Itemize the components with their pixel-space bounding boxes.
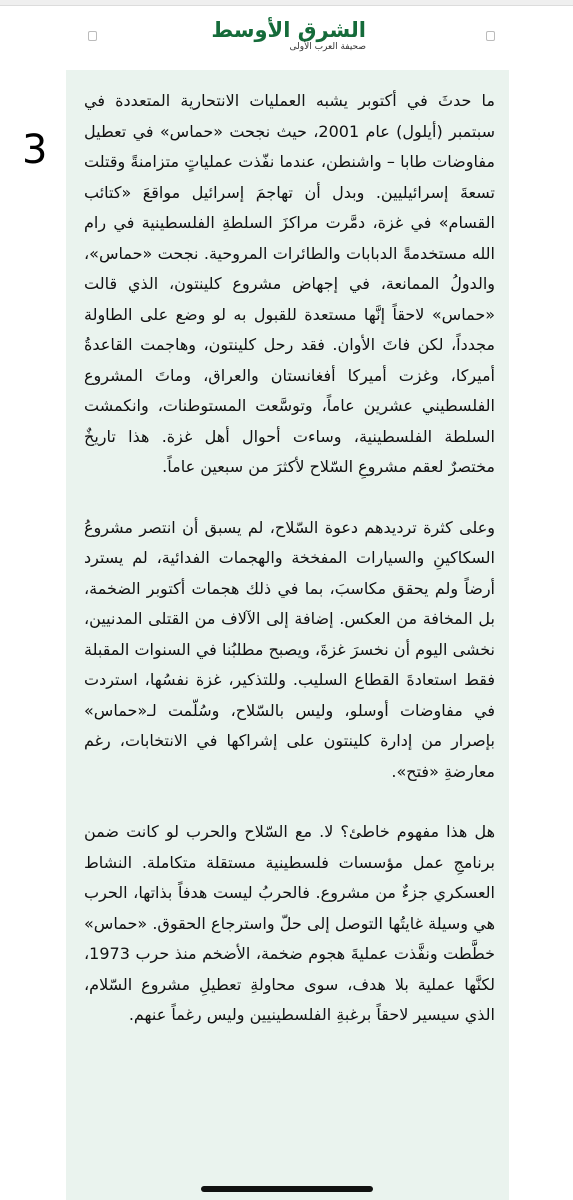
- page-number: 3: [22, 127, 48, 173]
- newspaper-logo: [200, 18, 366, 60]
- article-paragraph: ما حدثَ في أكتوبر يشبه العمليات الانتحارية المتعددة في سبتمبر (أيلول) عام 2001، حيث نجحت «حماس» في تعطيل مفاوضات طابا – واشنطن، عندما نفّذت عملياتٍ متزامنةً وقتلت تسعةَ إسرائيليين. وبدل أن تهاجمَ إسرائيل مواقعَ «كتائب القسام» في غزة، دمَّرت مراكزَ السلطةِ الفلسطينية في رام الله مستخدمةً الدبابات والطائرات المروحية. نجحت «حماس»، والدولُ الممانعة، في إجهاض مشروع كلينتون، الذي قالت «حماس» لاحقاً إنَّها مستعدة للقبول به لو وضع على الطاولة مجدداً، لكن فاتَ الأوان. فقد رحل كلينتون، وهاجمت القاعدةُ أميركا، وغزت أميركا أفغانستان والعراق، وماتَ المشروع الفلسطيني عشرين عاماً، وتوسَّعت المستوطنات، وانكمشت السلطة الفلسطينية، وساءت أحوال أهل غزة. هذا تاريخٌ مختصرٌ لعقم مشروعِ السّلاح لأكثرَ من سبعين عاماً.: [84, 91, 495, 476]
- article-paragraph: وعلى كثرة ترديدهم دعوة السّلاح، لم يسبق أن انتصر مشروعُ السكاكينِ والسيارات المفخخة والهجمات الفدائية، لم يسترد أرضاً ولم يحقق مكاسبَ، بما في ذلك هجمات أكتوبر الضخمة، بل المخافة من العكس. إضافة إلى الآلاف من القتلى المدنيين، نخشى اليوم أن نخسرَ غزةَ، ويصبح مطلبُنا في السنوات المقبلة فقط استعادةَ القطاع السليب. وللتذكير، غزة نفسُها، استردت في مفاوضات أوسلو، وليس بالسّلاح، وسُلّمت لـ«حماس» بإصرار من إدارة كلينتون على إشراكها في الانتخابات، رغم معارضةِ «فتح».: [84, 517, 495, 781]
- square-icon: [88, 31, 97, 41]
- top-edge: [0, 0, 573, 6]
- home-indicator[interactable]: [201, 1186, 373, 1192]
- article-paragraph: هل هذا مفهوم خاطئ؟ لا. مع السّلاح والحرب لو كانت ضمن برنامجِ عمل مؤسسات فلسطينية مستقلة متكاملة. النشاط العسكري جزءٌ من مشروع. فالحربُ ليست هدفاً بذاتها، الحرب هي وسيلة غايتُها التوصل إلى حلّ واسترجاع الحقوق. «حماس» خطَّطت ونفَّذت عمليةَ هجوم ضخمة، الأضخم منذ حرب 1973، لكنَّها عملية بلا هدف، سوى محاولةِ تعطيلِ مشروع السّلام، الذي سيسير لاحقاً برغبةِ الفلسطينيين وليس رغماً عنهم.: [84, 822, 495, 1024]
- logo-subtitle: صحيفة العرب الأولى: [289, 42, 366, 52]
- square-icon: [486, 31, 495, 41]
- logo-title: الشرق الأوسط: [211, 18, 366, 42]
- article-body: [84, 86, 495, 1061]
